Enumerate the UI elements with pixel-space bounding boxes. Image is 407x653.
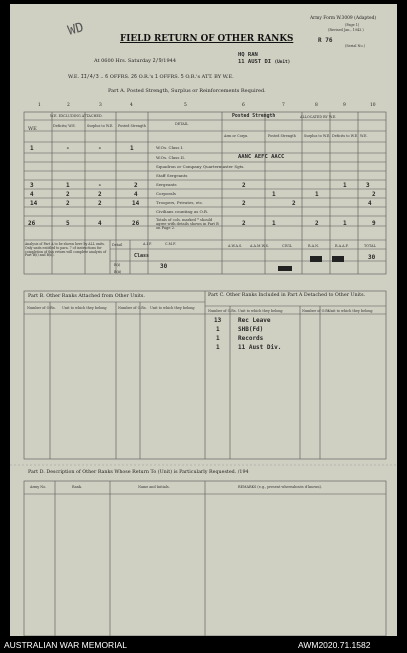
row-sgt-col9: 1	[343, 182, 347, 189]
row-tpr-posted: 14	[132, 200, 140, 207]
part-c-row-3-unit: Records	[238, 335, 264, 342]
row-cpl-col8: 1	[315, 191, 319, 198]
header-surplus-col: Surplus to W.E.	[304, 134, 331, 138]
row-total-we: 26	[28, 220, 36, 227]
header-allocated: ALLOCATED BY W.E.	[300, 115, 337, 119]
form-grid-lines	[10, 4, 397, 636]
analysis-detail-label: Detail	[112, 243, 123, 247]
unit-hq: HQ RAN	[238, 52, 258, 58]
row-tpr-col6: 2	[242, 200, 246, 207]
analysis-total: TOTAL	[364, 244, 376, 248]
analysis-value: 30	[160, 263, 168, 270]
row-tpr-col7: 2	[292, 200, 296, 207]
row-cpl-def: 2	[66, 191, 70, 198]
part-b-col-unit-belong2: Unit to which they belong	[150, 306, 195, 310]
col-num-2: 2	[67, 103, 70, 108]
row-tpr-def: 2	[66, 200, 70, 207]
part-d-col-remarks: REMARKS (e.g., present whereabouts if known).	[238, 485, 322, 489]
row-total-col8: 2	[315, 220, 319, 227]
col-num-1: 1	[38, 103, 41, 108]
col-num-6: 6	[242, 103, 245, 108]
col-num-7: 7	[282, 103, 285, 108]
detail-troopers: Troopers, Privates, etc.	[156, 200, 204, 205]
detail-corporals: Corporals	[156, 191, 176, 196]
row-total-posted: 26	[132, 220, 140, 227]
page-indicator: (Page 1)	[345, 23, 360, 27]
part-c-row-4-unit: 11 Aust Div.	[238, 344, 282, 351]
analysis-civil: CIVIL	[282, 244, 292, 248]
part-b-title: Part B. Other Ranks Attached from Other Units.	[28, 294, 145, 299]
part-c-row-2-unit: SHB(Fd)	[238, 326, 264, 333]
col-num-5: 5	[184, 103, 187, 108]
part-c-row-2-number: 1	[216, 326, 220, 333]
row-wo1-posted: 1	[130, 145, 134, 152]
row-total-col9: 1	[343, 220, 347, 227]
row-sgt-posted: 2	[134, 182, 138, 189]
part-c-row-1-number: 13	[214, 317, 222, 324]
row-cpl-col7: 1	[272, 191, 276, 198]
row-sgt-sur: -	[98, 182, 102, 189]
form-number: Army Form W.3009 (Adapted)	[310, 16, 377, 21]
part-d-col-army-no: Army No.	[30, 485, 47, 489]
part-c-row-4-number: 1	[216, 344, 220, 351]
week-ending-line: W.E. II/4/3 .. 6 OFFRS. 26 O.R.'s 1 OFFRS. 5 O.R.'s ATT. BY W.E.	[68, 74, 234, 80]
row-arm-corps: AANC AEFC AACC	[238, 154, 285, 160]
row-wo1-we: 1	[30, 145, 34, 152]
row-total-col7: 1	[272, 220, 276, 227]
row-total-col6: 2	[242, 220, 246, 227]
analysis-aif: A.I.F.	[143, 242, 152, 246]
detail-totals: Totals of cols. marked * should agree with details shown in Part B on Page 2.	[156, 218, 219, 230]
analysis-awas: A.W.A.S.	[228, 244, 243, 248]
detail-civilians: Civilians counting as O.R.	[156, 209, 209, 214]
header-deficits-col: Deficits to W.E.	[332, 134, 359, 138]
analysis-raaf: R.A.A.F.	[335, 244, 349, 248]
archive-footer	[0, 638, 407, 653]
analysis-note: Analysis of Part A to be shown here by ALL units. Only units entitled to para. 7 of instructions for completion of this return will complete analysis of Part B(i) and B(ii).	[25, 242, 107, 258]
row-cpl-we: 4	[30, 191, 34, 198]
col-num-9: 9	[343, 103, 346, 108]
header-detail: DETAIL	[175, 122, 189, 126]
row-tpr-sur: 2	[98, 200, 102, 207]
row-sgt-col6: 2	[242, 182, 246, 189]
header-posted-strength-col: Posted Strength	[268, 134, 296, 138]
time-line: At 0600 Hrs. Saturday 2/9/1944	[94, 58, 177, 64]
part-c-col-number2: Number of O.Rs.	[302, 309, 331, 313]
row-cpl-col10: 2	[372, 191, 376, 198]
part-c-col-number: Number of O.Rs.	[208, 309, 237, 313]
row-sgt-def: 1	[66, 182, 70, 189]
part-b-col-number: Number of O.Rs.	[27, 306, 56, 310]
row-tpr-we: 14	[30, 200, 38, 207]
row-cpl-sur: 2	[98, 191, 102, 198]
header-we: WE	[28, 126, 37, 132]
analysis-aamwс: A.A.M.W.S.	[250, 244, 269, 248]
row-total-def: 5	[66, 220, 70, 227]
detail-sqms: Squadron or Company Quartermaster Sgts.	[156, 164, 245, 169]
header-we-col: W.E.	[360, 134, 368, 138]
pencil-annotation: WD	[66, 20, 86, 39]
archive-ref: AWM2020.71.1582	[298, 640, 371, 650]
part-c-col-unit: Unit to which they belong	[238, 309, 283, 313]
part-b-col-number2: Number of O.Rs.	[118, 306, 147, 310]
row-wo1-sur: -	[98, 145, 102, 152]
row-sgt-we: 3	[30, 182, 34, 189]
part-d-col-rank: Rank.	[72, 485, 82, 489]
field-return-form	[10, 4, 397, 636]
header-surplus: Surplus to W.E.	[87, 124, 114, 128]
analysis-total-value: 30	[368, 254, 376, 261]
header-posted: Posted Strength	[118, 124, 146, 128]
analysis-ran: R.A.N.	[308, 244, 319, 248]
col-num-8: 8	[315, 103, 318, 108]
col-num-10: 10	[370, 103, 376, 108]
header-arm-corps: Arm or Corps.	[224, 134, 249, 138]
serial-label: (Serial No.)	[345, 44, 365, 48]
analysis-class-row: Class	[134, 253, 150, 259]
part-d-title: Part D. Description of Other Ranks Whose Return To (Unit) is Particularly Requested. /194	[28, 470, 249, 475]
col-num-3: 3	[99, 103, 102, 108]
row-total-sur: 4	[98, 220, 102, 227]
part-b-col-unit-belong: Unit to which they belong	[62, 306, 107, 310]
detail-wo2: W.Os. Class II.	[156, 155, 186, 160]
row-tpr-col10: 4	[368, 200, 372, 207]
header-posted-strength: Posted Strength	[232, 114, 276, 119]
part-d-col-name: Name and Initials.	[138, 485, 170, 489]
row-cpl-posted: 4	[134, 191, 138, 198]
part-a-title: Part A. Posted Strength, Surplus or Reinforcements Required.	[108, 88, 266, 94]
row-sgt-col10: 3	[366, 182, 370, 189]
revision-date: (Revised Jan., 1943.)	[328, 28, 364, 32]
unit-name: 11 AUST DI (Unit)	[238, 59, 291, 65]
detail-staff-sgts: Staff Sergeants	[156, 173, 188, 178]
serial-number: R 76	[318, 37, 333, 44]
part-c-row-3-number: 1	[216, 335, 220, 342]
col-num-4: 4	[130, 103, 133, 108]
analysis-cmf: C.M.F.	[165, 242, 177, 246]
header-we-excluding: W.E. EXCLUDING ATTACHED.	[50, 114, 103, 118]
header-deficits: Deficits/ W.E.	[53, 124, 76, 128]
row-wo1-def: -	[66, 145, 70, 152]
archive-name: AUSTRALIAN WAR MEMORIAL	[4, 640, 127, 650]
form-title: FIELD RETURN OF OTHER RANKS	[120, 34, 294, 44]
analysis-bii: B(ii)	[114, 270, 122, 274]
part-c-title: Part C. Other Ranks Included in Part A Detached to Other Units.	[208, 293, 366, 298]
part-c-row-1-unit: Rec Leave	[238, 317, 271, 324]
part-c-col-unit2: Unit to which they belong	[328, 309, 373, 313]
analysis-bi: B(i)	[114, 263, 121, 267]
detail-sergeants: Sergeants	[156, 182, 177, 187]
row-total-col10: 9	[372, 220, 376, 227]
detail-wo1: W.Os. Class I.	[156, 145, 184, 150]
